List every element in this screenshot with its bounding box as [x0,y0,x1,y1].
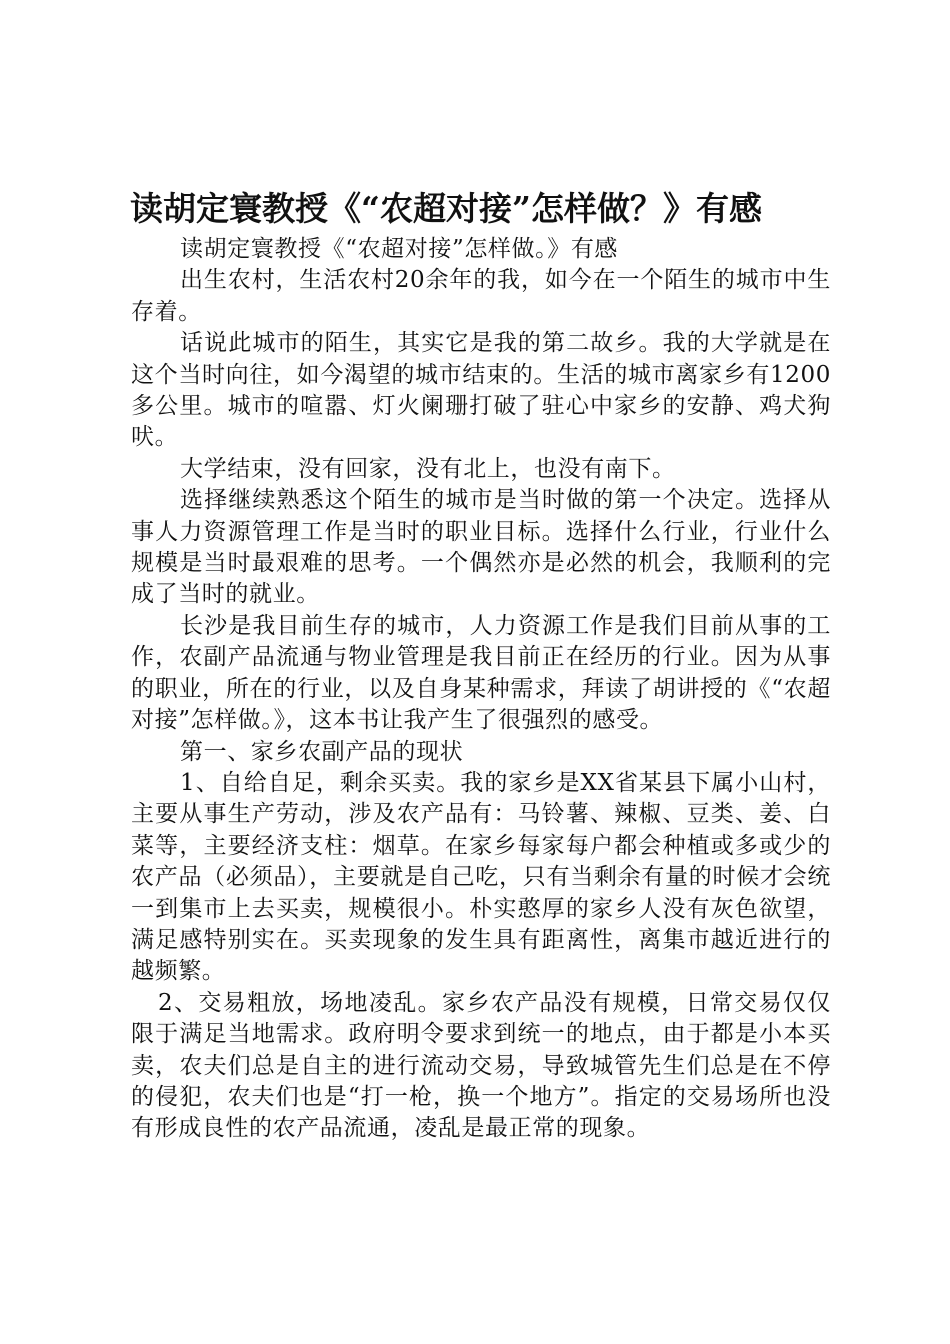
section-heading: 第一、家乡农副产品的现状 [180,738,464,765]
document-title: 读胡定寰教授《“农超对接”怎样做？》有感 [130,189,762,228]
paragraph-2: 话说此城市的陌生，其实它是我的第二故乡。我的大学就是在这个当时向往，如今渴望的城市结束的。生活的城市离家乡有1200多公里。城市的喧嚣、灯火阑珊打破了驻心中家乡的安静、鸡犬狗吠。 [131,330,831,451]
paragraph-4: 选择继续熟悉这个陌生的城市是当时做的第一个决定。选择从事人力资源管理工作是当时的职业目标。选择什么行业，行业什么规模是当时最艰难的思考。一个偶然亦是必然的机会，我顺利的完成了当时的就业。 [131,487,831,608]
paragraph-7: 2、交易粗放，场地凌乱。家乡农产品没有规模，日常交易仅仅限于满足当地需求。政府明令要求到统一的地点，由于都是小本买卖，农夫们总是自主的进行流动交易，导致城管先生们总是在不停的侵犯，农夫们也是“打一枪，换一个地方”。指定的交易场所也没有形成良性的农产品流通，凌乱是最正常的现象。 [131,989,831,1142]
paragraph-3: 大学结束，没有回家，没有北上，也没有南下。 [180,455,676,482]
paragraph-5: 长沙是我目前生存的城市，人力资源工作是我们目前从事的工作，农副产品流通与物业管理是我目前正在经历的行业。因为从事的职业，所在的行业，以及自身某种需求，拜读了胡讲授的《“农超对接”怎样做。》，这本书让我产生了很强烈的感受。 [131,612,831,734]
document-body [131,234,831,1145]
paragraph-1: 出生农村，生活农村20余年的我，如今在一个陌生的城市中生存着。 [131,267,831,325]
paragraph-6: 1、自给自足，剩余买卖。我的家乡是XX省某县下属小山村，主要从事生产劳动，涉及农产品有：马铃薯、辣椒、豆类、姜、白菜等，主要经济支柱：烟草。在家乡每家每户都会种植或多或少的农产品（必须品），主要就是自己吃，只有当剩余有量的时候才会统一到集市上去买卖，规模很小。朴实憨厚的家乡人没有灰色欲望，满足感特别实在。买卖现象的发生具有距离性，离集市越近进行的越频繁。 [131,769,831,985]
paragraph-subtitle: 读胡定寰教授《“农超对接”怎样做。》有感 [180,236,619,262]
